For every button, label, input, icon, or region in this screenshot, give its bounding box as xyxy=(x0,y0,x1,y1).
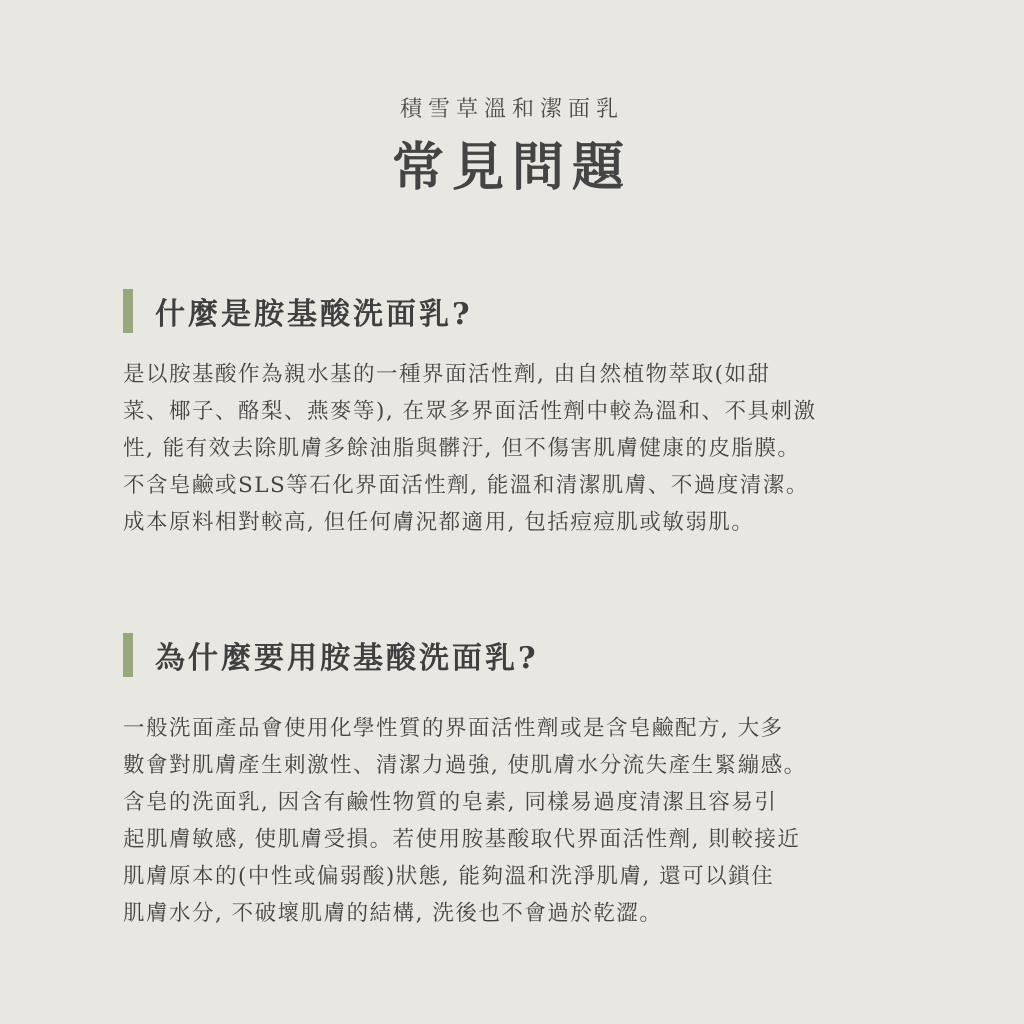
faq-item-2 xyxy=(123,632,923,932)
answer-line: 肌膚原本的(中性或偏弱酸)狀態, 能夠溫和洗淨肌膚, 還可以鎖住 xyxy=(123,864,775,889)
answer-line: 性, 能有效去除肌膚多餘油脂與髒汙, 但不傷害肌膚健康的皮脂膜。 xyxy=(123,436,801,461)
answer-line: 是以胺基酸作為親水基的一種界面活性劑, 由自然植物萃取(如甜 xyxy=(123,362,771,387)
faq-question: 什麼是胺基酸洗面乳? xyxy=(155,297,473,332)
faq-answer xyxy=(123,710,923,932)
answer-line: 數會對肌膚產生刺激性、清潔力過強, 使肌膚水分流失產生緊繃感。 xyxy=(123,753,807,778)
accent-bar xyxy=(123,289,133,333)
answer-line: 含皂的洗面乳, 因含有鹼性物質的皂素, 同樣易過度清潔且容易引 xyxy=(123,790,778,815)
accent-bar xyxy=(123,633,133,677)
faq-question-row xyxy=(123,632,923,678)
answer-line: 肌膚水分, 不破壞肌膚的結構, 洗後也不會過於乾澀。 xyxy=(123,901,663,926)
answer-line: 菜、椰子、酪梨、燕麥等), 在眾多界面活性劑中較為溫和、不具刺激 xyxy=(123,399,817,424)
answer-line: 不含皂鹼或SLS等石化界面活性劑, 能溫和清潔肌膚、不過度清潔。 xyxy=(123,473,809,498)
page-title: 常見問題 xyxy=(391,137,632,198)
answer-line: 一般洗面產品會使用化學性質的界面活性劑或是含皂鹼配方, 大多 xyxy=(123,716,784,741)
faq-question-row xyxy=(123,288,923,334)
answer-line: 起肌膚敏感, 使肌膚受損。若使用胺基酸取代界面活性劑, 則較接近 xyxy=(123,827,801,852)
product-name: 積雪草溫和潔面乳 xyxy=(399,97,624,122)
faq-question: 為什麼要用胺基酸洗面乳? xyxy=(155,641,539,676)
faq-item-1 xyxy=(123,288,923,541)
faq-answer xyxy=(123,356,923,541)
answer-line: 成本原料相對較高, 但任何膚況都適用, 包括痘痘肌或敏弱肌。 xyxy=(123,510,755,535)
page-header xyxy=(0,88,1024,204)
